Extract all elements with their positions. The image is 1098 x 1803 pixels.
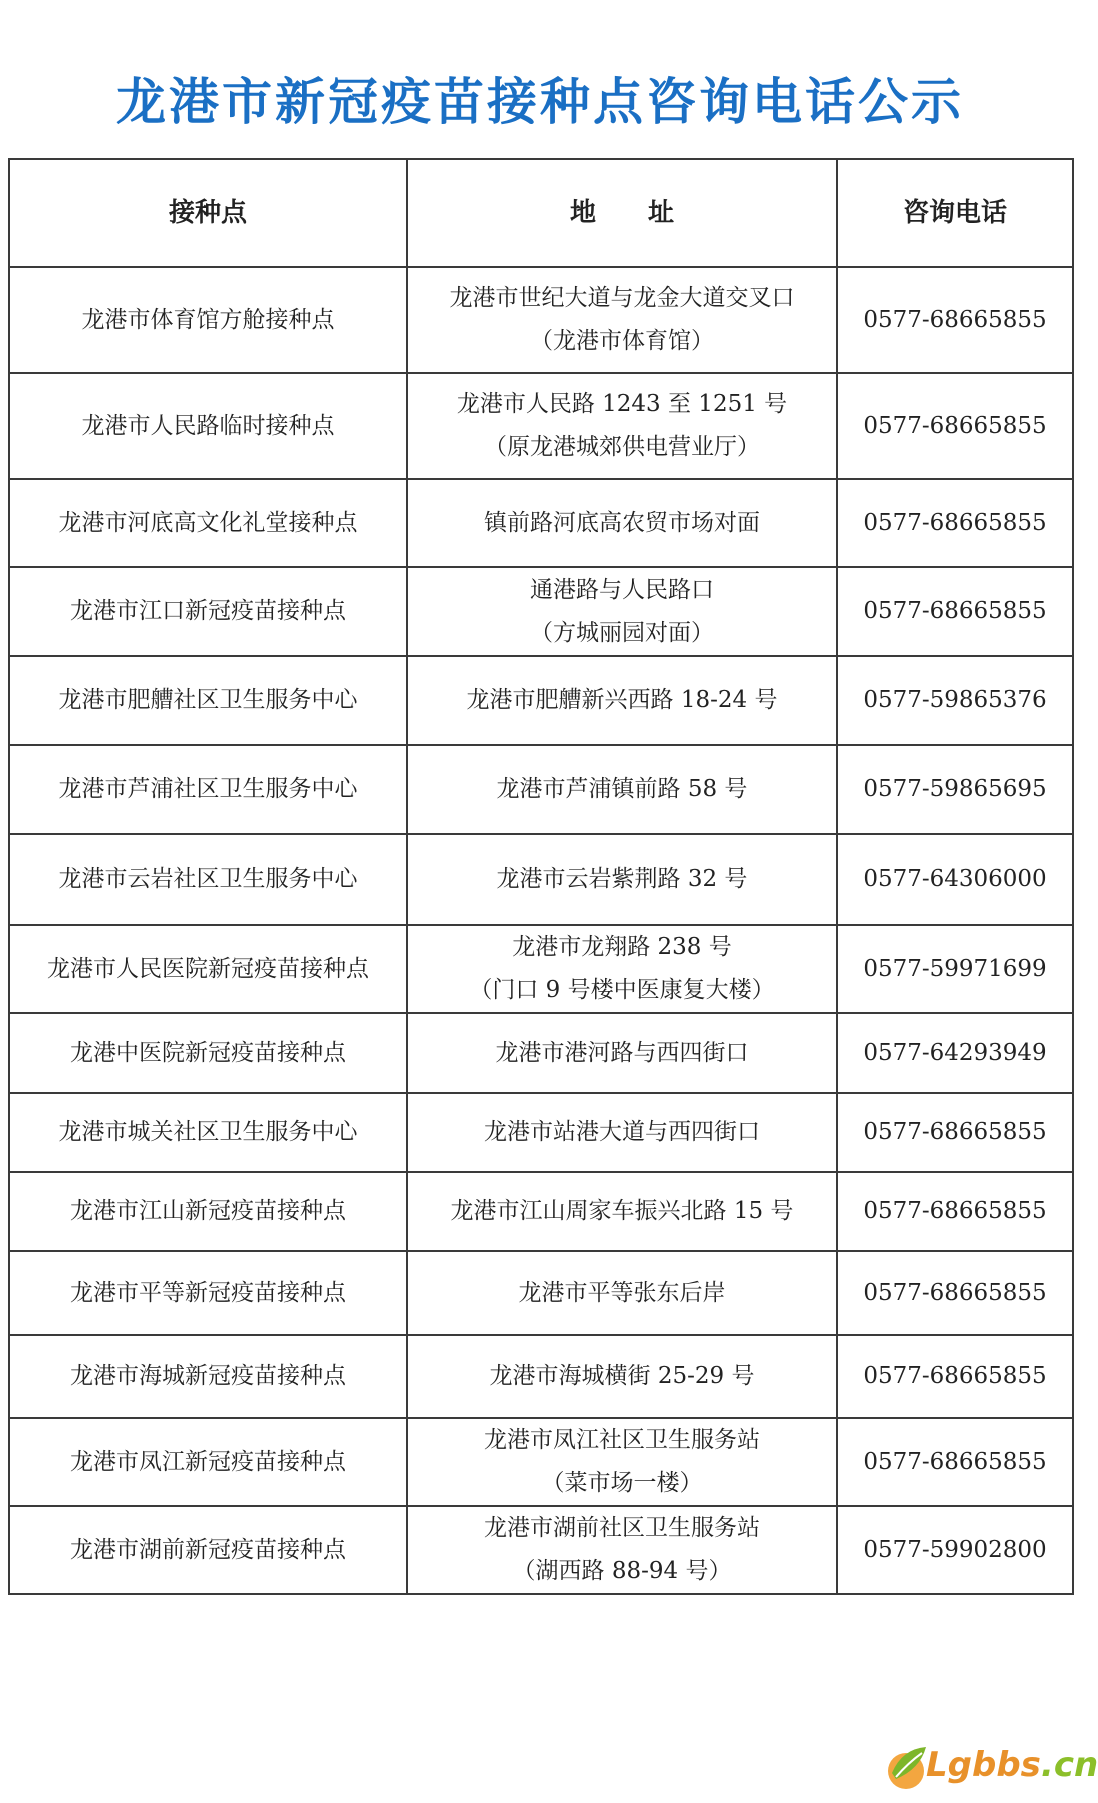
phone-cell: 0577-64293949	[837, 1013, 1073, 1093]
site-name-cell: 龙港市江口新冠疫苗接种点	[9, 567, 407, 656]
address-cell	[407, 1506, 837, 1594]
phone-cell: 0577-68665855	[837, 1335, 1073, 1418]
address-line: 通港路与人民路口	[530, 576, 714, 603]
site-name-cell: 龙港中医院新冠疫苗接种点	[9, 1013, 407, 1093]
table-row	[9, 745, 1073, 834]
table-row	[9, 1506, 1073, 1594]
address-line: （方城丽园对面）	[530, 619, 714, 646]
address-cell	[407, 1013, 837, 1093]
table-row	[9, 1093, 1073, 1172]
table-header-row	[9, 159, 1073, 267]
site-name-cell: 龙港市人民路临时接种点	[9, 373, 407, 479]
address-line: 龙港市湖前社区卫生服务站	[484, 1515, 760, 1541]
site-name-cell: 龙港市肥艚社区卫生服务中心	[9, 656, 407, 745]
site-name-cell: 龙港市人民医院新冠疫苗接种点	[9, 925, 407, 1013]
address-line: 龙港市肥艚新兴西路 18-24 号	[466, 687, 778, 713]
phone-cell: 0577-68665855	[837, 373, 1073, 479]
address-cell	[407, 567, 837, 656]
table-row	[9, 925, 1073, 1013]
address-line: 龙港市芦浦镇前路 58 号	[496, 776, 748, 802]
site-name-cell: 龙港市河底高文化礼堂接种点	[9, 479, 407, 567]
phone-cell: 0577-59971699	[837, 925, 1073, 1013]
address-line: 龙港市站港大道与西四街口	[484, 1119, 760, 1145]
header-site: 接种点	[9, 159, 407, 267]
site-name-cell: 龙港市凤江新冠疫苗接种点	[9, 1418, 407, 1506]
site-name-cell: 龙港市海城新冠疫苗接种点	[9, 1335, 407, 1418]
address-line: （菜市场一楼）	[541, 1470, 703, 1496]
phone-cell: 0577-68665855	[837, 479, 1073, 567]
phone-cell: 0577-68665855	[837, 567, 1073, 656]
table-row	[9, 1251, 1073, 1335]
site-name-cell: 龙港市云岩社区卫生服务中心	[9, 834, 407, 925]
table-row	[9, 479, 1073, 567]
table-row	[9, 1418, 1073, 1506]
table-row	[9, 1013, 1073, 1093]
table-row	[9, 834, 1073, 925]
site-name-cell: 龙港市体育馆方舱接种点	[9, 267, 407, 373]
address-cell	[407, 1418, 837, 1506]
site-name-cell: 龙港市江山新冠疫苗接种点	[9, 1172, 407, 1251]
address-cell	[407, 373, 837, 479]
address-line: 龙港市港河路与西四街口	[495, 1039, 749, 1066]
address-line: 龙港市云岩紫荆路 32 号	[496, 866, 748, 892]
address-line: 龙港市龙翔路 238 号	[512, 934, 732, 960]
address-cell	[407, 656, 837, 745]
phone-cell: 0577-59865376	[837, 656, 1073, 745]
table-row	[9, 567, 1073, 656]
phone-cell: 0577-68665855	[837, 1251, 1073, 1335]
vaccination-sites-table	[8, 158, 1074, 1595]
address-cell	[407, 745, 837, 834]
table-row	[9, 373, 1073, 479]
address-line: 龙港市世纪大道与龙金大道交叉口	[449, 285, 795, 311]
address-line: 龙港市江山周家车振兴北路 15 号	[450, 1198, 794, 1224]
address-cell	[407, 925, 837, 1013]
table-row	[9, 267, 1073, 373]
phone-cell: 0577-68665855	[837, 1172, 1073, 1251]
site-watermark	[882, 1737, 1098, 1797]
address-line: 龙港市平等张东后岸	[518, 1279, 726, 1306]
phone-cell: 0577-64306000	[837, 834, 1073, 925]
site-name-cell: 龙港市芦浦社区卫生服务中心	[9, 745, 407, 834]
address-cell	[407, 1251, 837, 1335]
leaf-logo-icon	[882, 1741, 932, 1793]
address-line: 龙港市人民路 1243 至 1251 号	[456, 391, 788, 417]
header-phone: 咨询电话	[837, 159, 1073, 267]
address-cell	[407, 1335, 837, 1418]
address-cell	[407, 1172, 837, 1251]
page-title: 龙港市新冠疫苗接种点咨询电话公示	[116, 73, 964, 131]
phone-cell: 0577-68665855	[837, 267, 1073, 373]
address-cell	[407, 834, 837, 925]
site-name-cell: 龙港市城关社区卫生服务中心	[9, 1093, 407, 1172]
address-line: （龙港市体育馆）	[530, 328, 714, 354]
header-address: 地 址	[407, 159, 837, 267]
phone-cell: 0577-59902800	[837, 1506, 1073, 1594]
site-name-cell: 龙港市平等新冠疫苗接种点	[9, 1251, 407, 1335]
address-line: （原龙港城郊供电营业厅）	[484, 434, 760, 460]
table-row	[9, 1335, 1073, 1418]
phone-cell: 0577-59865695	[837, 745, 1073, 834]
phone-cell: 0577-68665855	[837, 1418, 1073, 1506]
address-line: 镇前路河底高农贸市场对面	[484, 509, 760, 536]
address-line: 龙港市海城横街 25-29 号	[489, 1363, 755, 1389]
address-cell	[407, 1093, 837, 1172]
address-cell	[407, 267, 837, 373]
address-cell	[407, 479, 837, 567]
phone-cell: 0577-68665855	[837, 1093, 1073, 1172]
address-line: （门口 9 号楼中医康复大楼）	[469, 977, 775, 1003]
site-name-cell: 龙港市湖前新冠疫苗接种点	[9, 1506, 407, 1594]
address-line: 龙港市凤江社区卫生服务站	[484, 1427, 760, 1453]
watermark-text	[926, 1745, 1098, 1785]
table-row	[9, 656, 1073, 745]
watermark-main: Lgbbs	[926, 1745, 1041, 1785]
watermark-suffix: .cn	[1040, 1745, 1098, 1785]
address-line: （湖西路 88-94 号）	[512, 1558, 732, 1584]
table-row	[9, 1172, 1073, 1251]
